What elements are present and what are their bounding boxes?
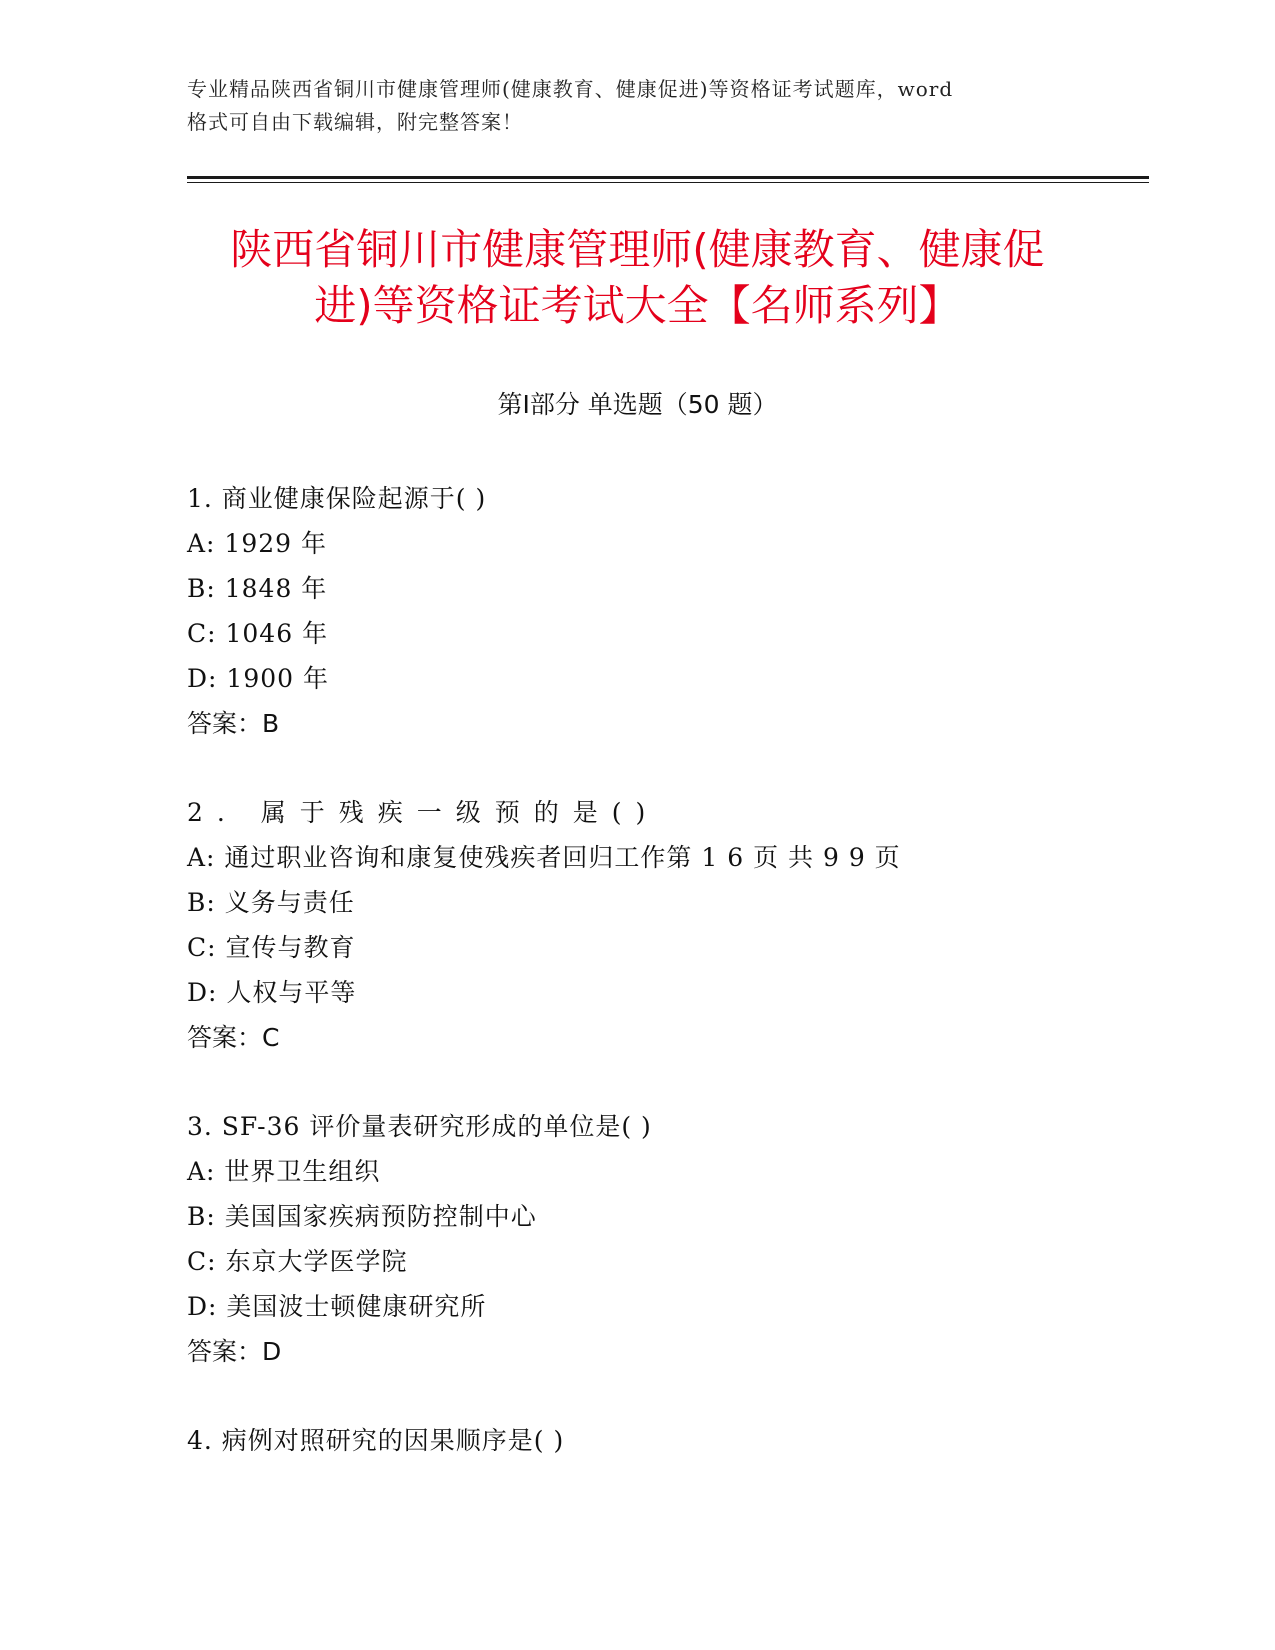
header-divider-thin: [187, 182, 1149, 183]
question-stem: 2. 属于残疾一级预的是(): [187, 798, 660, 827]
document-title-line-1: 陕西省铜川市健康管理师(健康教育、健康促: [230, 225, 1045, 274]
option-c: C: 宣传与教育: [187, 933, 356, 962]
answer-line: 答案：D: [187, 1337, 282, 1366]
option-a: A: 通过职业咨询和康复使残疾者回归工作第 1 6 页 共 9 9 页: [187, 843, 901, 872]
option-d: D: 美国波士顿健康研究所: [187, 1292, 487, 1321]
question-stem: 1. 商业健康保险起源于( ): [187, 484, 487, 513]
question-3: [187, 1104, 1147, 1374]
option-b: B: 1848 年: [187, 574, 328, 603]
option-c: C: 东京大学医学院: [187, 1247, 408, 1276]
header-divider-thick: [187, 176, 1149, 179]
section-heading: 第Ⅰ部分 单选题（50 题）: [497, 390, 778, 419]
question-2: [187, 790, 1147, 1060]
document-title-line-2: 进)等资格证考试大全【名师系列】: [314, 281, 961, 330]
question-4: [187, 1418, 1147, 1463]
option-a: A: 1929 年: [187, 529, 327, 558]
answer-line: 答案：B: [187, 709, 280, 738]
header-note: [187, 73, 1087, 139]
answer-line: 答案：C: [187, 1023, 280, 1052]
document-title: [170, 222, 1105, 334]
header-note-line-1: 专业精品陕西省铜川市健康管理师(健康教育、健康促进)等资格证考试题库，word: [187, 77, 954, 101]
question-stem: 3. SF-36 评价量表研究形成的单位是( ): [187, 1112, 652, 1141]
option-c: C: 1046 年: [187, 619, 329, 648]
option-a: A: 世界卫生组织: [187, 1157, 381, 1186]
question-1: [187, 476, 1147, 746]
question-stem: 4. 病例对照研究的因果顺序是( ): [187, 1426, 565, 1455]
option-d: D: 1900 年: [187, 664, 329, 693]
question-list: [187, 476, 1147, 1507]
header-note-line-2: 格式可自由下载编辑，附完整答案！: [187, 110, 523, 134]
option-d: D: 人权与平等: [187, 978, 357, 1007]
option-b: B: 义务与责任: [187, 888, 355, 917]
option-b: B: 美国国家疾病预防控制中心: [187, 1202, 537, 1231]
